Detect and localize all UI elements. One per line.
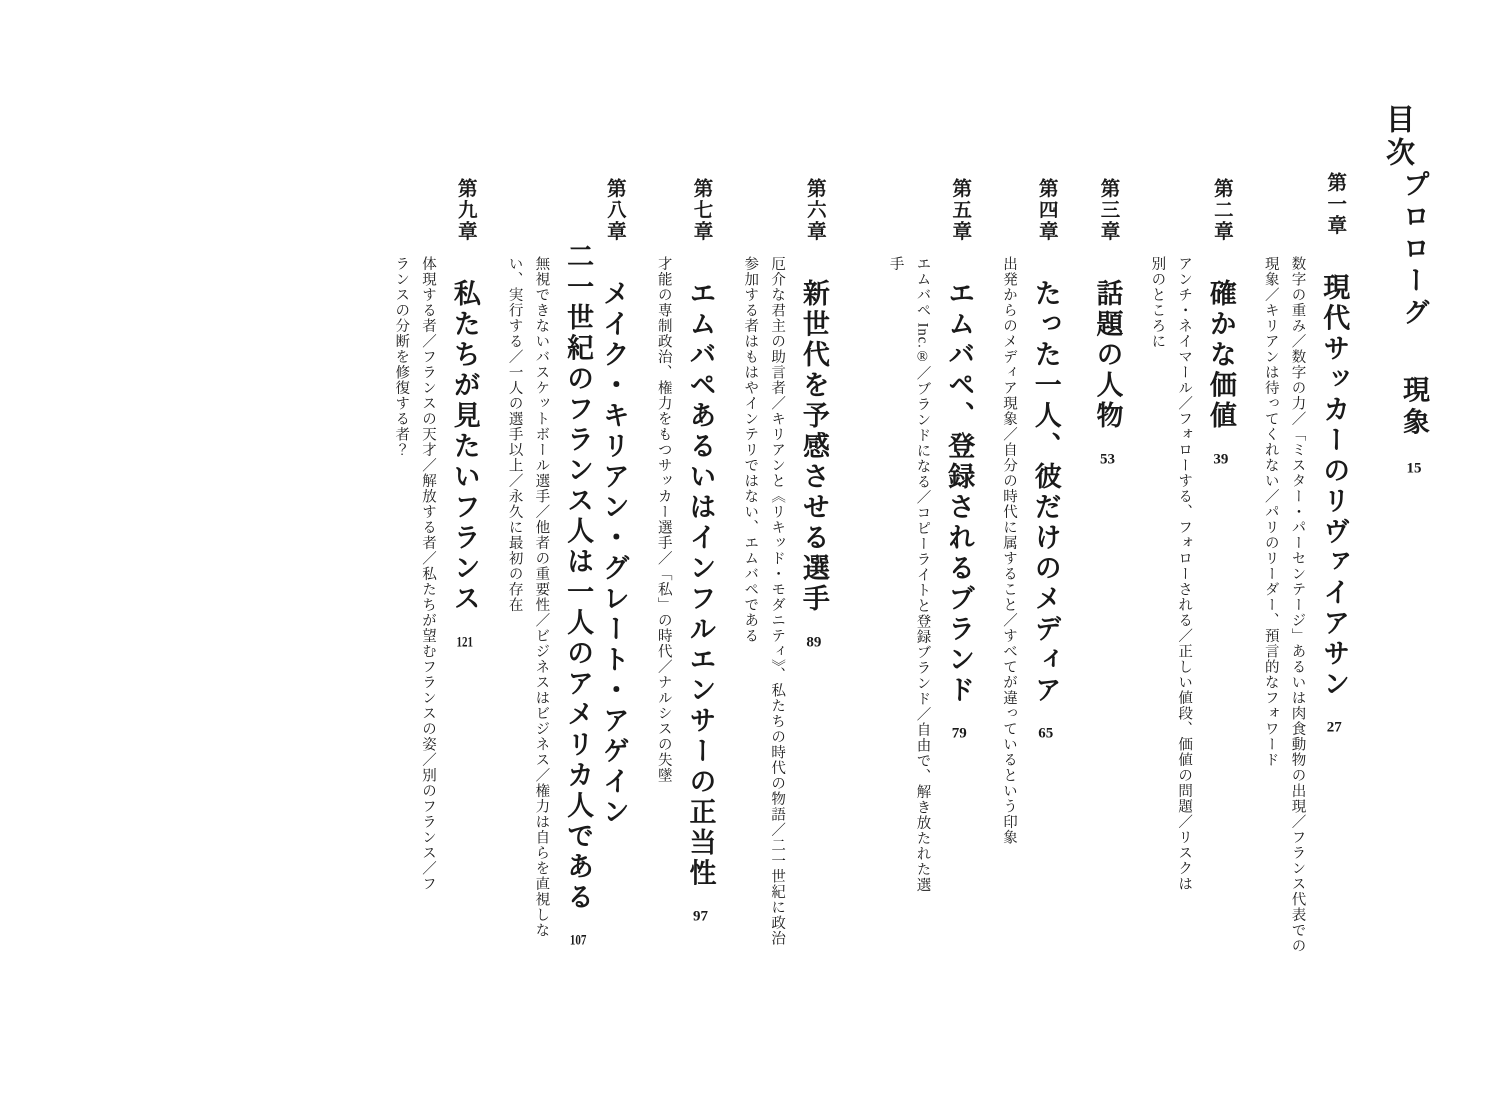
entry-title (796, 170, 830, 650)
entry-page-number: 121 (456, 634, 473, 650)
entry-page-number: 39 (1213, 451, 1229, 467)
entry-title (1317, 170, 1351, 735)
entry-page-number: 89 (806, 634, 822, 650)
toc-entry-8[interactable] (493, 170, 630, 1070)
entry-title-main: エムバペ、登録されるブランド (944, 279, 975, 706)
entry-page-number: 27 (1326, 720, 1342, 736)
entry-title-main: 現代サッカーのリヴァイアサン (1319, 273, 1350, 700)
toc-entry-6[interactable] (728, 170, 829, 1070)
toc-entry-5[interactable] (874, 170, 975, 1070)
entry-title-main: メイク・キリアン・グレート・アゲイン (598, 279, 629, 828)
entry-page-number: 79 (951, 726, 967, 742)
entry-subtitle: 厄介な君主の助言者／キリアンと《リキッド・モダニティ》、私たちの時代の物語／二一世紀に政治参加する者はもはやインテリではない、エムバペである (742, 256, 786, 947)
entry-subtitle: エムバペ Inc.®／ブランドになる／コピーライトと登録ブランド／自由で、解き放たれた選手 (887, 256, 931, 893)
toc-entry-2[interactable] (1136, 170, 1237, 1070)
entry-subtitle: 数字の重み／数字の力／「ミスター・パーセンテージ」あるいは肉食動物の出現／フランス代表での現象／キリアンは待ってくれない／パリのリーダー、預言的なフォワード (1262, 256, 1306, 954)
entry-title-text: プロローグ (1399, 170, 1429, 330)
entry-title (683, 170, 717, 924)
toc-entry-4[interactable] (987, 170, 1062, 1070)
entry-title-main-2: 二一世紀のフランス人は一人のアメリカ人である (563, 242, 594, 913)
entry-title (1396, 170, 1430, 476)
entry-subtitle: 体現する者／フランスの天才／解放する者／私たちが望むフランスの姿／別のフランス／フランスの分断を修復する者？ (393, 256, 436, 892)
entry-chapter-label: 第二章 (1210, 178, 1232, 243)
entry-subtitle: 出発からのメディア現象／自分の時代に属すること／すべてが違っているという印象 (1001, 256, 1017, 845)
toc-entry-3[interactable] (1088, 170, 1124, 1070)
entry-title (596, 170, 630, 828)
entry-chapter-label: 第八章 (603, 178, 625, 243)
entry-chapter-label: 第一章 (1324, 172, 1346, 237)
entry-title (1090, 170, 1124, 467)
entry-title (941, 170, 975, 741)
entry-chapter-label: 第九章 (454, 178, 476, 243)
entry-chapter-label: 第六章 (803, 178, 825, 243)
toc-entry-prologue[interactable] (1394, 170, 1430, 1070)
entry-title (447, 170, 481, 650)
entry-page-number: 97 (692, 909, 708, 925)
entry-page-number: 15 (1406, 461, 1422, 477)
entry-title-main: 確かな価値 (1205, 279, 1236, 432)
entry-subtitle: 無視できないバスケットボール選手／他者の重要性／ビジネスはビジネス／権力は自らを直視しない、実行する／一人の選手以上／永久に最初の存在 (506, 256, 550, 938)
entry-title (1203, 170, 1237, 467)
entry-subtitle: アンチ・ネイマール／フォローする、フォローされる／正しい値段、価値の問題／リスクは別のところに (1149, 256, 1193, 892)
toc-entry-9[interactable] (379, 170, 480, 1070)
entry-title (1028, 170, 1062, 741)
entry-title-main: 話題の人物 (1092, 279, 1123, 432)
entry-title-main: たった一人、彼だけのメディア (1030, 279, 1061, 706)
entry-chapter-label: 第五章 (949, 178, 971, 243)
toc-entry-7[interactable] (642, 170, 717, 1070)
entry-chapter-label: 第四章 (1035, 178, 1057, 243)
entry-title-main: 私たちが見たいフランス (449, 279, 480, 615)
entry-title-main: エムバペあるいはインフルエンサーの正当性 (685, 279, 716, 889)
entry-page-number: 65 (1038, 726, 1054, 742)
entry-title-main: 新世代を予感させる選手 (798, 279, 829, 615)
entry-subtitle: 才能の専制政治、権力をもつサッカー選手／「私」の時代／ナルシスの失墜 (655, 256, 672, 783)
toc-entry-list (120, 170, 1430, 1070)
entry-chapter-label: 第三章 (1097, 178, 1119, 243)
entry-page-number: 107 (569, 933, 587, 949)
entry-page-number: 53 (1100, 451, 1115, 467)
entry-title-secondline (560, 170, 594, 948)
page-title: 目次 (1382, 104, 1414, 170)
entry-title-main: 現象 (1399, 375, 1429, 440)
toc-entry-1[interactable] (1249, 170, 1350, 1070)
entry-chapter-label: 第七章 (690, 178, 712, 243)
